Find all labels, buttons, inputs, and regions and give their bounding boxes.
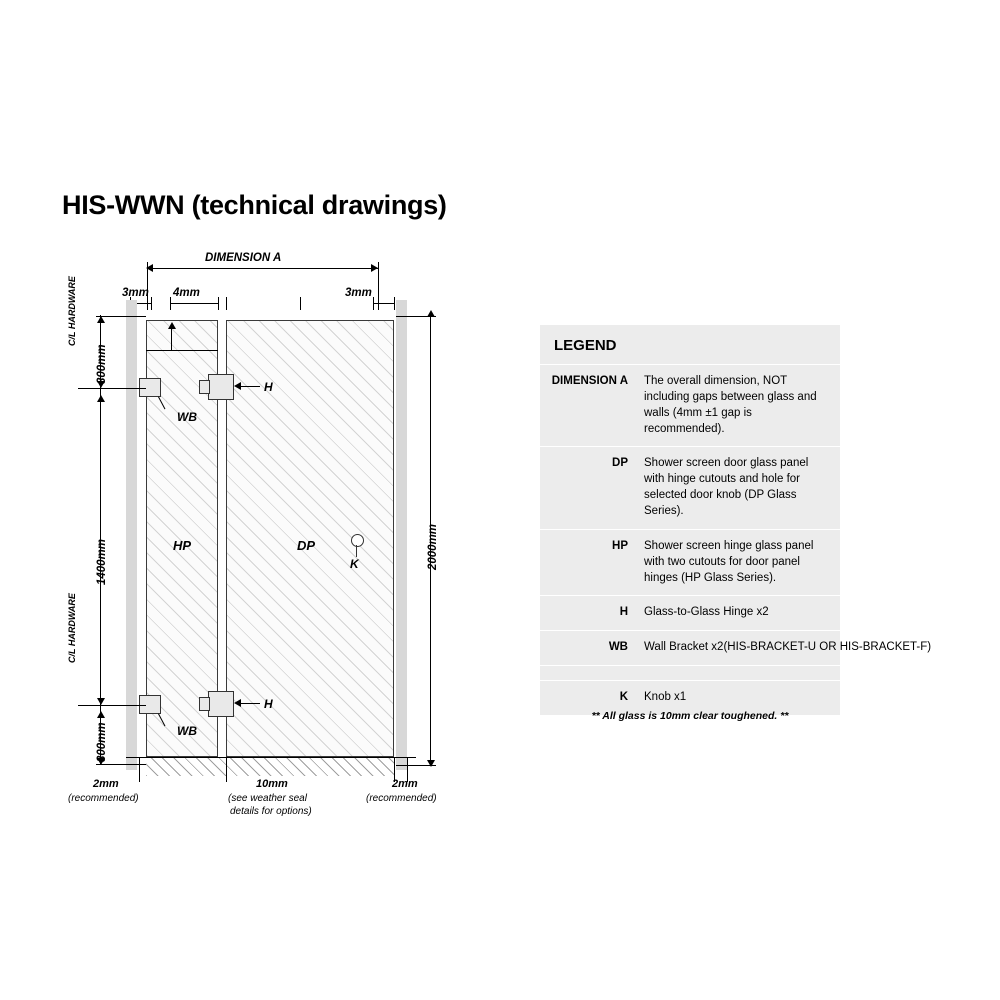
bottom-left-note: (recommended) — [68, 793, 139, 804]
legend-panel — [540, 325, 932, 715]
wall-left — [126, 300, 137, 770]
legend-title: LEGEND — [554, 337, 617, 354]
gap-mid-tick-b — [218, 297, 219, 310]
hp-divider-line — [146, 350, 218, 351]
gap-right-tick-a — [373, 297, 374, 310]
legend-key: WB — [608, 641, 628, 654]
dimension-a-label: DIMENSION A — [205, 252, 282, 264]
legend-value: Shower screen door glass panel with hinge cutouts and hole for selected door knob (DP Glass Series). — [644, 457, 809, 518]
left-dim-arrow-1400-bot — [97, 698, 105, 705]
door-panel-label: DP — [297, 538, 316, 553]
glass-hinge-top-tab — [199, 380, 210, 394]
left-dim-arrow-1400-top — [97, 395, 105, 402]
bottom-mid-ext-a — [226, 758, 227, 782]
legend-row — [540, 364, 840, 446]
dimension-a-line — [148, 268, 378, 269]
hinge-bottom-tag: H — [264, 697, 273, 711]
glass-hinge-top — [208, 374, 234, 400]
overall-dim-ext-top — [396, 316, 436, 317]
legend-key: K — [619, 691, 628, 704]
legend-key: DP — [612, 457, 628, 470]
dimension-a-arrow-right — [371, 264, 378, 272]
door-knob-leader — [356, 545, 357, 557]
cl-hardware-top-line — [78, 388, 100, 389]
gap-mid-line — [170, 303, 218, 304]
dim-300-top: 300mm — [96, 344, 108, 384]
legend-key: HP — [612, 539, 628, 552]
legend-value: Knob x1 — [644, 691, 687, 704]
legend-value: Wall Bracket x2(HIS-BRACKET-U OR HIS-BRACKET-F) — [644, 641, 932, 654]
hinge-top-leader-arrow — [234, 382, 241, 390]
legend-row — [540, 529, 840, 596]
hp-arrow-head — [168, 322, 176, 329]
left-dim-tick-cl-top — [96, 388, 146, 389]
gap-right-line — [373, 303, 395, 304]
floor-hatch — [146, 758, 394, 776]
bottom-left-ext — [139, 758, 140, 782]
hp-arrow-stem — [171, 328, 172, 350]
bottom-center-value: 10mm — [256, 778, 288, 790]
cl-hardware-bottom-line — [78, 705, 100, 706]
hinge-bottom-leader-arrow — [234, 699, 241, 707]
wall-right — [396, 300, 407, 770]
cl-hardware-top-label-1: C/L HARDWARE — [67, 276, 77, 346]
center-tick — [300, 297, 301, 310]
dim-1400: 1400mm — [96, 538, 108, 585]
gap-right-tick-b — [394, 297, 395, 310]
legend-value: The overall dimension, NOT including gaps between glass and walls (4mm ±1 gap is recommended). — [644, 375, 817, 435]
bracket-bottom-tag: WB — [177, 724, 197, 738]
gap-mid-tick-a — [170, 297, 171, 310]
legend-row — [540, 630, 932, 665]
dim-2000: 2000mm — [427, 523, 439, 570]
gap-left-tick-b — [151, 297, 152, 310]
shower-screen-drawing — [60, 250, 480, 840]
legend-row — [540, 595, 840, 630]
knob-tag: K — [350, 557, 359, 571]
page-title: HIS-WWN (technical drawings) — [62, 190, 447, 220]
legend-key: DIMENSION A — [551, 375, 628, 387]
bottom-right-note: (recommended) — [366, 793, 437, 804]
legend-key: H — [619, 606, 628, 619]
legend-footnote: ** All glass is 10mm clear toughened. ** — [591, 710, 789, 722]
hinge-top-tag: H — [264, 380, 273, 394]
legend-value: Shower screen hinge glass panel with two cutouts for door panel hinges (HP Glass Series). — [644, 539, 814, 584]
left-dim-arrow-top — [97, 316, 105, 323]
bracket-top-tag: WB — [177, 410, 197, 424]
left-dim-arrow-300-bot — [97, 711, 105, 718]
overall-dim-ext-bottom — [396, 765, 436, 766]
left-dim-tick-cl-bottom — [96, 705, 146, 706]
cl-hardware-bottom-label-1: C/L HARDWARE — [67, 593, 77, 663]
bottom-left-value: 2mm — [93, 778, 119, 790]
glass-hinge-bottom-tab — [199, 697, 210, 711]
glass-hinge-bottom — [208, 691, 234, 717]
hinge-panel-label: HP — [173, 538, 192, 553]
legend-value: Glass-to-Glass Hinge x2 — [644, 606, 769, 619]
gap-mid-tick-c — [226, 297, 227, 310]
floor-line — [126, 757, 416, 758]
legend-row-spacer — [540, 665, 840, 680]
dim-300-bottom: 300mm — [96, 722, 108, 762]
gap-right-label: 3mm — [345, 287, 372, 299]
door-knob — [351, 534, 364, 547]
legend-row — [540, 446, 840, 528]
bottom-center-note-1: (see weather seal — [228, 793, 307, 804]
bottom-right-value: 2mm — [392, 778, 418, 790]
bottom-center-note-2: details for options) — [230, 806, 312, 817]
gap-left-label: 3mm — [122, 287, 149, 299]
gap-mid-label: 4mm — [173, 287, 200, 299]
